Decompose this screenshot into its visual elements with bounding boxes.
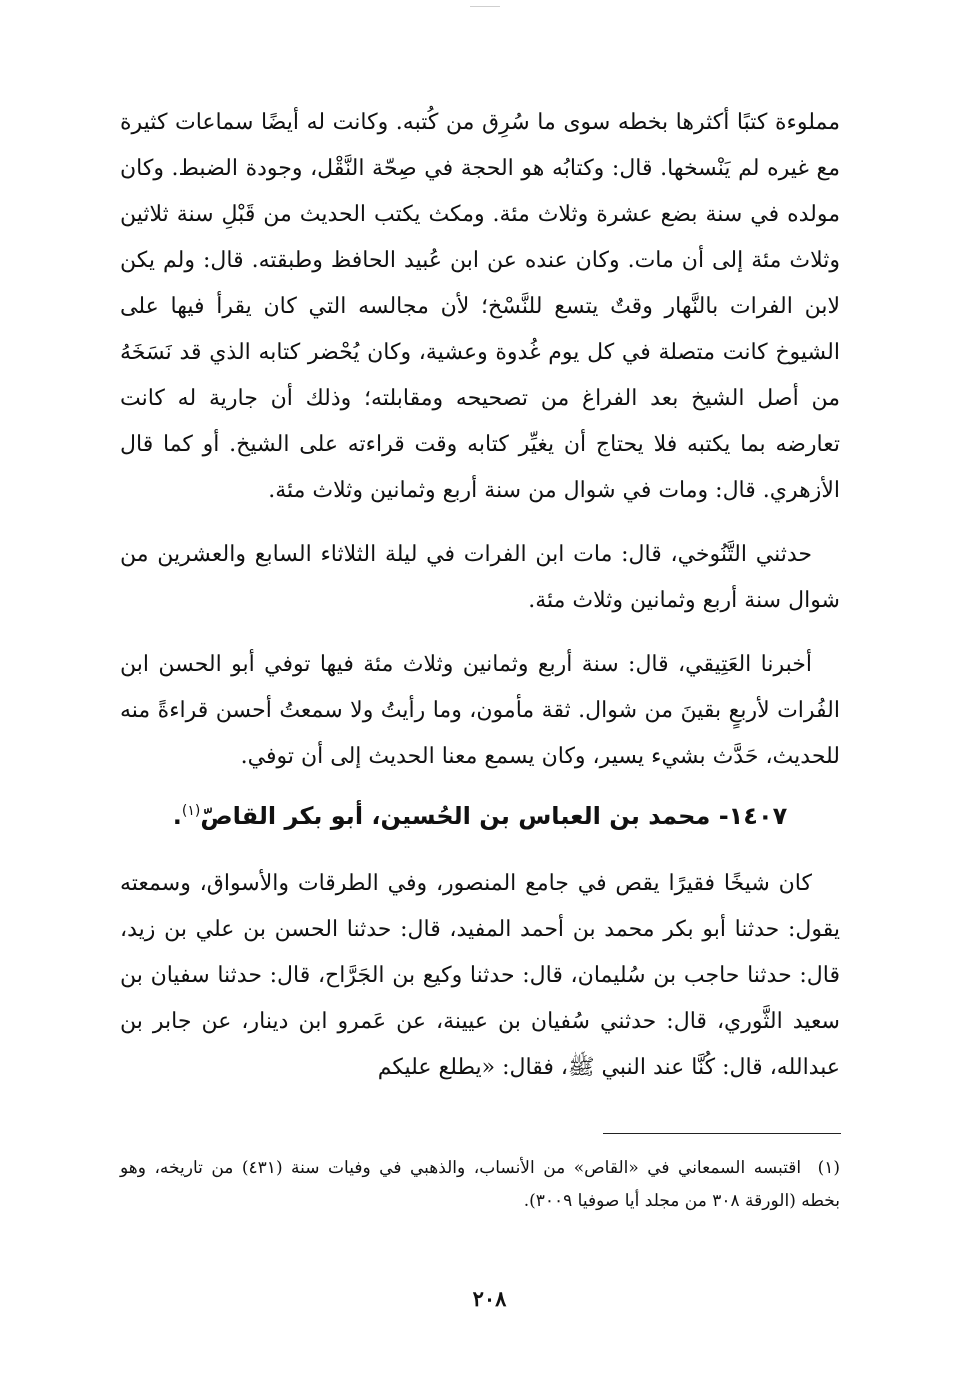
scan-edge-mark [470,0,500,7]
paragraph-3: أخبرنا العَتِيقي، قال: سنة أربع وثمانين وثلاث مئة فيها توفي أبو الحسن ابن الفُرات لأربعٍ بقينَ من شوال. ثقة مأمون، وما رأيتُ ولا سمعتُ أحسن قراءةً منه للحديث، حَدَّث بشيء يسير، وكان يسمع معنا الحديث إلى أن توفي. [120,652,840,769]
paragraph-2: حدثني التَّنُوخي، قال: مات ابن الفرات في ليلة الثلاثاء السابع والعشرين من شوال سنة أربع وثمانين وثلاث مئة. [120,542,840,613]
page-number: ٢٠٨ [472,1286,507,1311]
paragraph-1: مملوءة كتبًا أكثرها بخطه سوى ما سُرِق من كُتبه. وكانت له أيضًا سماعات كثيرة مع غيره لم يَنْسخها. قال: وكتابُه هو الحجة في صِحّة النَّقْل، وجودة الضبط. وكان مولده في سنة بضع عشرة وثلاث مئة. ومكث يكتب الحديث من قَبْلِ سنة ثلاثين وثلاث مئة إلى أن مات. وكان عنده عن ابن عُبيد الحافظ وطبقته. قال: ولم يكن لابن الفرات بالنَّهار وقتٌ يتسع للنَّسْخ؛ لأن مجالسه التي كان يقرأ فيها على الشيوخ كانت متصلة في كل يوم غُدوة وعشية، وكان يُحْضر كتابه الذي قد نَسَخَهُ من أصل الشيخ بعد الفراغ من تصحيحه ومقابلته؛ وذلك أن جارية له كانت تعارضه بما يكتبه فلا يحتاج أن يغيِّر كتابه وقت قراءته على الشيخ. أو كما قال الأزهري. قال: ومات في شوال من سنة أربع وثمانين وثلاث مئة. [120,110,840,503]
main-text [120,100,840,1091]
footnote-separator [603,1133,841,1134]
footnote-reference: (١) [181,803,201,819]
paragraph-4: كان شيخًا فقيرًا يقص في جامع المنصور، وفي الطرقات والأسواق، وسمعته يقول: حدثنا أبو بكر محمد بن أحمد المفيد، قال: حدثنا الحسن بن علي بن زيد، قال: حدثنا حاجب بن سُليمان، قال: حدثنا وكيع بن الجَرَّاح، قال: حدثنا سفيان بن سعيد الثَّوري، قال: حدثني سُفيان بن عيينة، عن عَمرو ابن دينار، عن جابر بن عبدالله، قال: كُنَّا عند النبي ﷺ، فقال: «يطلع عليكم [120,871,840,1080]
entry-heading-text: ١٤٠٧- محمد بن العباس بن الحُسين، أبو بكر القاصّ [200,802,788,830]
footnote-1 [120,1152,840,1218]
entry-heading [120,788,840,839]
footnote-marker: (١) [817,1158,841,1178]
entry-heading-suffix: . [172,802,182,830]
footnote-text: اقتبسه السمعاني في «القاص» من الأنساب، والذهبي في وفيات سنة (٤٣١) من تاريخه، وهو بخطه (الورقة ٣٠٨ من مجلد أيا صوفيا ٣٠٠٩). [120,1158,840,1211]
